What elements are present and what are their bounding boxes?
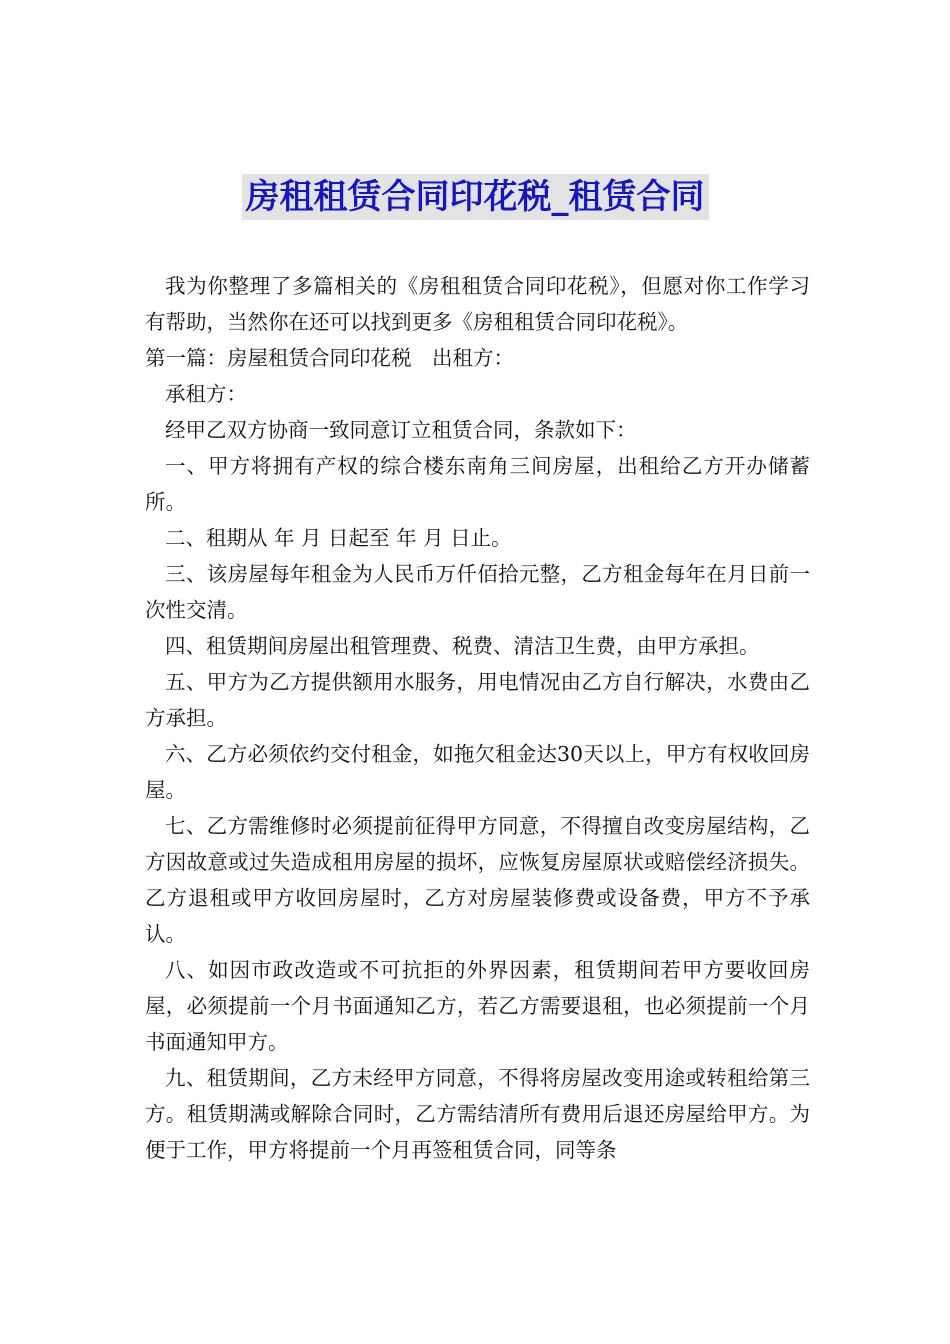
paragraph-agreement: 经甲乙双方协商一致同意订立租赁合同，条款如下： [165, 418, 637, 442]
paragraph-section-heading: 第一篇：房屋租赁合同印花税 出租方： [145, 346, 514, 370]
paragraph-clause-3: 三、该房屋每年租金为人民币万仟佰拾元整，乙方租金每年在月日前一次性交清。 [145, 562, 810, 622]
paragraph-clause-2: 二、租期从 年 月 日起至 年 月 日止。 [165, 526, 512, 550]
paragraph-clause-8: 八、如因市政改造或不可抗拒的外界因素，租赁期间若甲方要收回房屋，必须提前一个月书面通知乙方，若乙方需要退租，也必须提前一个月书面通知甲方。 [145, 958, 810, 1054]
document-title: 房租租赁合同印花税_租赁合同 [242, 174, 709, 220]
paragraph-clause-7: 七、乙方需维修时必须提前征得甲方同意，不得擅自改变房屋结构，乙方因故意或过失造成租用房屋的损坏，应恢复房屋原状或赔偿经济损失。乙方退租或甲方收回房屋时，乙方对房屋装修费或设备费，甲方不予承认。 [145, 814, 810, 946]
paragraph-lessee: 承租方： [165, 382, 247, 406]
paragraph-clause-6: 六、乙方必须依约交付租金，如拖欠租金达30天以上，甲方有权收回房屋。 [145, 742, 810, 802]
paragraph-clause-9: 九、租赁期间，乙方未经甲方同意，不得将房屋改变用途或转租给第三方。租赁期满或解除合同时，乙方需结清所有费用后退还房屋给甲方。为便于工作，甲方将提前一个月再签租赁合同，同等条 [145, 1066, 810, 1162]
title-area [0, 174, 950, 220]
paragraph-clause-1: 一、甲方将拥有产权的综合楼东南角三间房屋，出租给乙方开办储蓄所。 [145, 454, 810, 514]
paragraph-clause-4: 四、租赁期间房屋出租管理费、税费、清洁卫生费，由甲方承担。 [165, 634, 760, 658]
paragraph-clause-5: 五、甲方为乙方提供额用水服务，用电情况由乙方自行解决，水费由乙方承担。 [145, 670, 810, 730]
document-body [145, 268, 810, 1168]
paragraph-intro: 我为你整理了多篇相关的《房租租赁合同印花税》，但愿对你工作学习有帮助，当然你在还可以找到更多《房租租赁合同印花税》。 [145, 274, 810, 334]
